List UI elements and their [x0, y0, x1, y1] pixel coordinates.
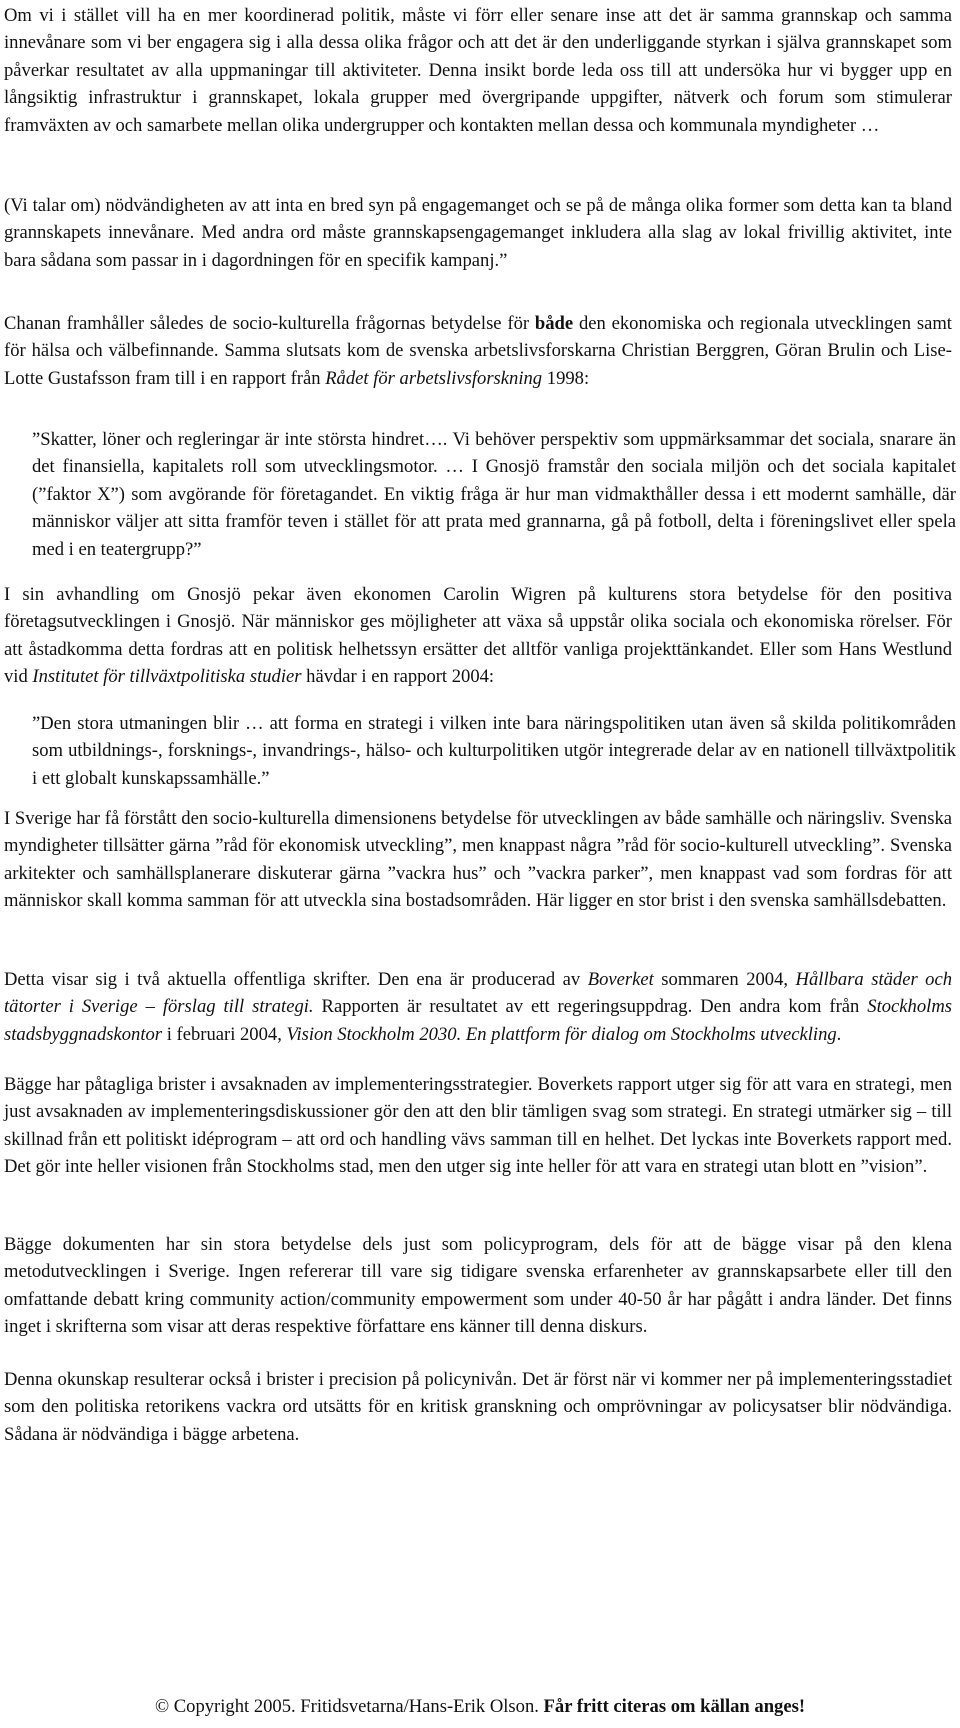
paragraph-text: sommaren 2004, [661, 969, 789, 990]
paragraph [4, 581, 952, 691]
publisher-name: Boverket [587, 969, 654, 990]
paragraph-text: Chanan framhåller således de socio-kulturella frågornas betydelse för [4, 313, 530, 334]
paragraph-text: Detta visar sig i två aktuella offentliga skrifter. Den ena är producerad av [4, 969, 581, 990]
paragraph-text: (Vi talar om) nödvändigheten av att inta en bred syn på engagemanget och se på de många olika former som detta kan ta bland grannskapets innevånare. [4, 195, 952, 244]
paragraph [4, 2, 952, 139]
report-title: Hållbara städer och tätorter i Sverige – förslag till strategi. [4, 969, 953, 1018]
paragraph: Bägge har påtagliga brister i avsaknaden av implementeringsstrategier. Boverkets rapport utger sig för att vara en strategi, men just avsaknaden av implementeringsdiskussioner gör den att den blir tämligen svag som strategi. En strategi utmärker sig – till skillnad från ett politiskt idéprogram – att ord och handling vävs samman till en helhet. Det lyckas inte Boverkets rapport med. Det gör inte heller visionen från Stockholms stad, men den utger sig inte heller för att vara en strategi utan blott en ”vision”. [4, 1074, 952, 1178]
paragraph-text: hävdar i en rapport 2004: [306, 666, 495, 688]
paragraph-text: Rapporten är resultatet av ett regeringsuppdrag. Den andra kom från [321, 996, 860, 1018]
paragraph [4, 192, 952, 274]
paragraph: I Sverige har få förstått den socio-kulturella dimensionens betydelse för utvecklingen av både samhälle och näringsliv. Svenska myndigheter tillsätter gärna ”råd för ekonomisk utveckling”, men knappast några ”råd för socio-kulturell utveckling”. Svenska arkitekter och samhällsplanerare diskuterar gärna ”vackra hus” och ”vackra parker”, men knappast vad som fordras för att människor skall komma samman för att utveckla sina bostadsområden. Här ligger en stor brist i den svenska samhällsdebatten. [4, 808, 952, 912]
paragraph-text: 1998: [546, 367, 590, 389]
report-title: Vision Stockholm 2030. En plattform för dialog om Stockholms utveckling [286, 1023, 837, 1045]
citation-notice: Får fritt citeras om källan anges! [543, 1696, 806, 1717]
block-quote: ”Skatter, löner och regleringar är inte största hindret…. Vi behöver perspektiv som uppmärksammar det sociala, snarare än det finansiella, kapitalets roll som utvecklingsmotor. … I Gnosjö framstår den sociala miljön och det sociala kapitalet (”faktor X”) som avgörande för företagandet. En viktig fråga är hur man vidmakthåller dessa i ett modernt samhälle, där människor väljer att sitta framför teven i stället för att prata med grannarna, gå på fotboll, delta i föreningslivet eller spela med i en teatergrupp?” [32, 429, 956, 560]
emphasis-bold: både [534, 313, 574, 334]
page-footer [0, 1693, 960, 1720]
paragraph [4, 310, 952, 392]
paragraph-text: Med andra ord måste grannskapsengagemanget inkludera alla slag av lokal frivillig aktivitet, inte bara sådana som passar in i dagordningen för en specifik kampanj.” [4, 222, 952, 271]
paragraph-text: I sin avhandling om Gnosjö pekar även ekonomen Carolin Wigren på kulturens stora betydelse för den positiva företagsutvecklingen i Gnosjö. När människor ges möjligheter att växa så uppstår olika sociala och ekonomiska rörelser. För att åstadkomma detta fordras att en politisk helhetssyn ersätter det alltför vanliga projekttänkandet. Eller som Hans Westlund vid [4, 584, 952, 688]
block-quote: ”Den stora utmaningen blir … att forma en strategi i vilken inte bara näringspolitiken utan även så skilda politikområden som utbildnings-, forsknings-, invandrings-, hälso- och kulturpolitiken utgör integrerade delar av en nationell tillväxtpolitik i ett globalt kunskapssamhälle.” [32, 713, 956, 789]
copyright-icon: © [154, 1696, 170, 1717]
paragraph-text: i februari 2004, [166, 1023, 282, 1045]
paragraph: Denna okunskap resulterar också i brister i precision på policynivån. Det är först när vi kommer ner på implementeringsstadiet som den politiska retorikens vackra ord utsätts för en kritisk granskning och omprövningar av policysatser blir nödvändiga. Sådana är nödvändiga i bägge arbetena. [4, 1369, 952, 1445]
copyright-text: Copyright 2005. Fritidsvetarna/Hans-Erik Olson. [173, 1696, 539, 1717]
paragraph-text: Om vi i stället vill ha en mer koordinerad politik, måste vi förr eller senare inse att det är samma grannskap och samma innevånare som vi ber engagera sig i alla dessa olika frågor och att det är den underliggande styrkan i själva grannskapet som påverkar resultatet av alla uppmaningar till aktiviteter. [4, 5, 952, 81]
paragraph: Bägge dokumenten har sin stora betydelse dels just som policyprogram, dels för att de bägge visar på den klena metodutvecklingen i Sverige. Ingen refererar till vare sig tidigare svenska erfarenheter av grannskapsarbete eller till den omfattande debatt kring community action/community empowerment som under 40-50 år har pågått i andra länder. Det finns inget i skrifterna som visar att deras respektive författare ens känner till denna diskurs. [4, 1234, 952, 1338]
paragraph-text: den ekonomiska och regionala utvecklingen samt för hälsa och välbefinnande. Samma slutsats kom de svenska arbetslivsforskarna Christian Berggren, Göran Brulin och Lise-Lotte Gustafsson fram till i en rapport från [4, 313, 952, 389]
publisher-name: Stockholms stadsbyggnadskontor [4, 996, 952, 1045]
publisher-name: Rådet för arbetslivsforskning [325, 367, 543, 389]
paragraph-text: Denna insikt borde leda oss till att undersöka hur vi bygger upp en långsiktig infrastruktur i grannskapet, lokala grupper med övergripande uppgifter, nätverk och forum som stimulerar framväxten av och samarbete mellan olika undergrupper och kontakten mellan dessa och kommunala myndigheter … [4, 59, 952, 136]
paragraph-text: . [836, 1023, 842, 1045]
institute-name: Institutet för tillväxtpolitiska studier [32, 666, 302, 688]
paragraph [4, 966, 952, 1048]
